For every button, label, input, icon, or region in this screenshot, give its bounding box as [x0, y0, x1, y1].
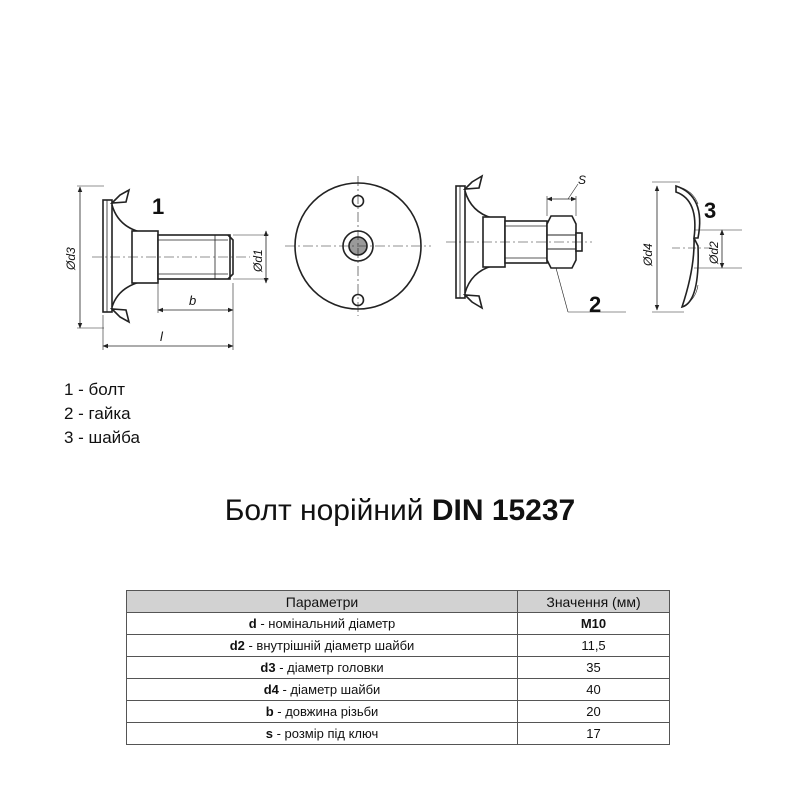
- title-prefix: Болт норійний: [224, 494, 432, 527]
- table-row: [127, 723, 670, 745]
- parameter-cell: [127, 613, 518, 635]
- legend-item-nut: 2 - гайка: [64, 404, 131, 423]
- dim-label-d2: Ød2: [707, 241, 721, 264]
- value-cell: 11,5: [518, 635, 670, 657]
- parameter-symbol: b: [265, 704, 274, 719]
- parameter-cell: [127, 657, 518, 679]
- parameter-description: - діаметр головки: [275, 660, 384, 675]
- dim-label-d4: Ød4: [641, 243, 655, 266]
- title-standard: DIN 15237: [431, 494, 576, 527]
- parameter-cell: [127, 723, 518, 745]
- dim-label-s: S: [578, 173, 587, 187]
- page-title: [0, 494, 800, 528]
- parameter-symbol: d2: [229, 638, 245, 653]
- parameter-cell: [127, 635, 518, 657]
- table-header-row: [127, 591, 670, 613]
- bolt-side-view: [92, 190, 250, 322]
- parameter-description: - довжина різьби: [273, 704, 379, 719]
- dim-label-d3: Ød3: [64, 247, 78, 270]
- label-washer-number: 3: [704, 198, 717, 223]
- parameter-description: - номінальний діаметр: [256, 616, 396, 631]
- parameter-cell: [127, 701, 518, 723]
- value-cell: M10: [518, 613, 670, 635]
- dim-label-d1: Ød1: [251, 249, 265, 272]
- value-cell: 35: [518, 657, 670, 679]
- table-row: [127, 657, 670, 679]
- header-parameters: Параметри: [127, 591, 518, 613]
- parameter-description: - внутрішній діаметр шайби: [244, 638, 415, 653]
- legend-item-bolt: 1 - болт: [64, 380, 126, 399]
- bolt-head-front-view: [285, 176, 431, 316]
- parameters-table: [126, 590, 670, 745]
- table-row: [127, 613, 670, 635]
- table-body: [127, 613, 670, 745]
- dim-label-b: b: [189, 293, 197, 308]
- parameter-description: - розмір під ключ: [272, 726, 379, 741]
- parameter-symbol: d3: [260, 660, 276, 675]
- parameter-description: - діаметр шайби: [278, 682, 381, 697]
- value-cell: 17: [518, 723, 670, 745]
- parameter-symbol: d4: [263, 682, 279, 697]
- table-row: [127, 635, 670, 657]
- parameter-symbol: d: [248, 616, 257, 631]
- table-row: [127, 701, 670, 723]
- value-cell: 20: [518, 701, 670, 723]
- parts-legend: [64, 378, 140, 450]
- label-nut-number: 2: [589, 292, 602, 317]
- technical-drawing: [0, 0, 800, 370]
- header-values: Значення (мм): [518, 591, 670, 613]
- label-bolt-number: 1: [152, 194, 165, 219]
- dim-label-l: l: [160, 329, 163, 344]
- table-row: [127, 679, 670, 701]
- value-cell: 40: [518, 679, 670, 701]
- parameter-cell: [127, 679, 518, 701]
- parameter-symbol: s: [265, 726, 273, 741]
- legend-item-washer: 3 - шайба: [64, 428, 140, 447]
